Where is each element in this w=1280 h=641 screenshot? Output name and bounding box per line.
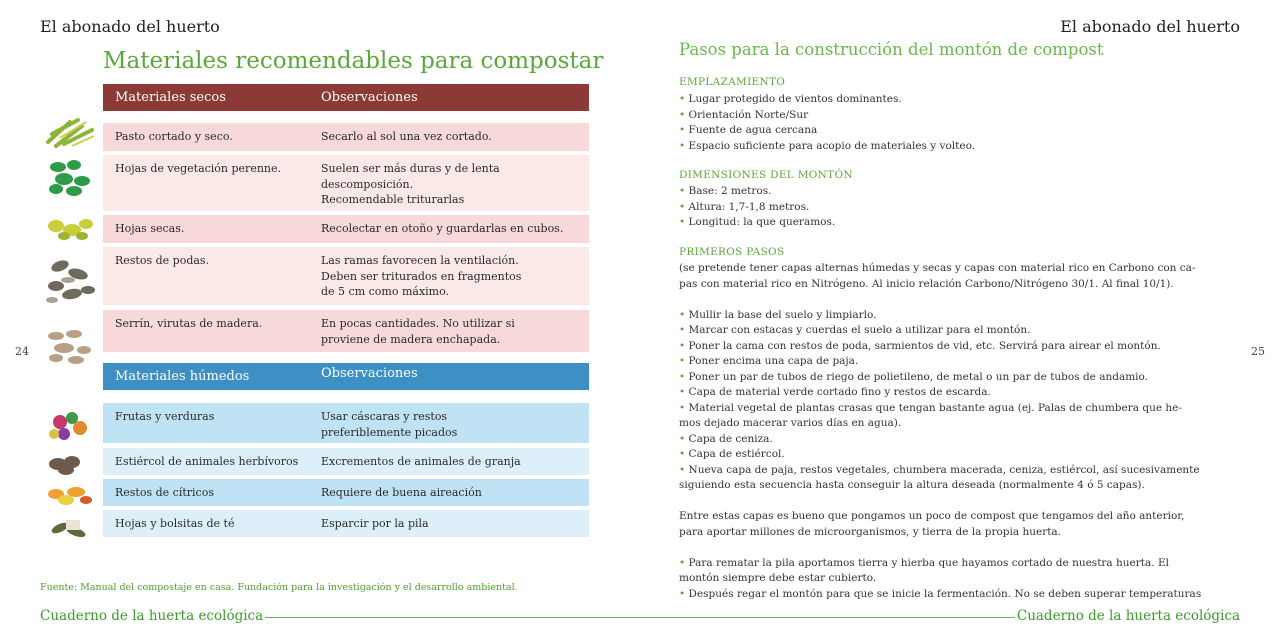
evergreen-leaves-image — [42, 155, 98, 199]
material-cell: Estiércol de animales herbívoros — [115, 455, 299, 468]
observation-cell: Requiere de buena aireación — [321, 486, 482, 499]
cut-grass-image — [42, 112, 98, 152]
page-number-right: 25 — [1251, 345, 1265, 358]
footer-right: Cuaderno de la huerta ecológica — [1016, 608, 1240, 624]
primeros-pasos-body — [679, 261, 1219, 602]
list-item: • Fuente de agua cercana — [679, 124, 818, 136]
material-cell: Hojas y bolsitas de té — [115, 517, 235, 530]
running-header-right: El abonado del huerto — [1060, 17, 1240, 36]
dry-materials-header — [103, 84, 589, 111]
list-item: • Mullir la base del suelo y limpiarlo. — [679, 308, 877, 321]
list-item-continuation: montón siempre debe estar cubierto. — [679, 572, 877, 584]
material-cell: Serrín, virutas de madera. — [115, 317, 263, 330]
tea-leaves-image — [42, 512, 98, 548]
right-page-title: Pasos para la construcción del montón de compost — [679, 40, 1104, 59]
table-row — [103, 123, 589, 151]
observation-cell: Recolectar en otoño y guardarlas en cubos. — [321, 222, 564, 235]
list-item: • Longitud: la que queramos. — [679, 216, 836, 228]
table-row — [103, 247, 589, 305]
list-item: • Orientación Norte/Sur — [679, 108, 809, 121]
section-heading-primeros-pasos: PRIMEROS PASOS — [679, 246, 785, 258]
observation-cell: Las ramas favorecen la ventilación. Deben ser triturados en fragmentos de 5 cm como máximo. — [321, 254, 522, 298]
dry-header-material: Materiales secos — [115, 90, 226, 105]
material-cell: Hojas de vegetación perenne. — [115, 162, 282, 175]
material-cell: Pasto cortado y seco. — [115, 130, 233, 143]
wet-header-material: Materiales húmedos — [115, 369, 250, 384]
section-heading-dimensiones: DIMENSIONES DEL MONTÓN — [679, 169, 853, 181]
material-cell: Frutas y verduras — [115, 410, 215, 423]
pruning-remains-image — [42, 252, 98, 308]
paragraph-line: para aportar millones de microorganismos, y tierra de la propia huerta. — [679, 525, 1062, 538]
running-header-left: El abonado del huerto — [40, 17, 220, 36]
list-item: • Para rematar la pila aportamos tierra y hierba que hayamos cortado de nuestra huerta. El — [679, 556, 1169, 569]
table-row — [103, 448, 589, 475]
wet-materials-header — [103, 363, 589, 390]
table-row — [103, 215, 589, 243]
list-item: • Poner encima una capa de paja. — [679, 355, 859, 367]
list-item: • Poner la cama con restos de poda, sarmientos de vid, etc. Servirá para airear el montón. — [679, 339, 1161, 352]
wet-header-observations: Observaciones — [321, 366, 418, 381]
observation-cell: Excrementos de animales de granja — [321, 455, 521, 468]
page-number-left: 24 — [15, 345, 29, 358]
material-cell: Hojas secas. — [115, 222, 185, 235]
wood-shavings-image — [42, 322, 98, 366]
observation-cell: Secarlo al sol una vez cortado. — [321, 130, 492, 143]
paragraph-line: Entre estas capas es bueno que pongamos un poco de compost que tengamos del año anterior, — [679, 510, 1185, 522]
intro-line: pas con material rico en Nitrógeno. Al inicio relación Carbono/Nitrógeno 30/1. Al final 10/1). — [679, 277, 1174, 290]
observation-cell: Esparcir por la pila — [321, 517, 429, 530]
table-row — [103, 510, 589, 537]
list-item: • Capa de ceniza. — [679, 432, 773, 445]
list-item: • Marcar con estacas y cuerdas el suelo a utilizar para el montón. — [679, 324, 1031, 336]
list-item: • Después regar el montón para que se inicie la fermentación. No se deben superar temperaturas — [679, 587, 1202, 600]
list-item: • Espacio suficiente para acopio de materiales y volteo. — [679, 139, 976, 152]
table-row — [103, 479, 589, 506]
dry-header-observations: Observaciones — [321, 90, 418, 105]
manure-image — [42, 450, 98, 478]
table-row — [103, 155, 589, 211]
footer-rule — [265, 617, 1015, 618]
list-item: • Nueva capa de paja, restos vegetales, chumbera macerada, ceniza, estiércol, así sucesivamente — [679, 463, 1200, 476]
list-item: • Material vegetal de plantas crasas que tengan bastante agua (ej. Palas de chumbera que he- — [679, 401, 1182, 414]
list-item: • Lugar protegido de vientos dominantes. — [679, 93, 902, 105]
dimensiones-list — [679, 184, 1219, 231]
list-item: • Capa de material verde cortado fino y restos de escarda. — [679, 386, 991, 398]
list-item-continuation: siguiendo esta secuencia hasta conseguir la altura deseada (normalmente 4 ó 5 capas). — [679, 479, 1145, 491]
dry-leaves-image — [42, 212, 98, 244]
material-cell: Restos de podas. — [115, 254, 210, 267]
fruit-vegetables-image — [42, 404, 98, 444]
observation-cell: Usar cáscaras y restos preferiblemente picados — [321, 410, 458, 439]
observation-cell: En pocas cantidades. No utilizar si proviene de madera enchapada. — [321, 317, 515, 346]
source-citation: Fuente: Manual del compostaje en casa. Fundación para la investigación y el desarrollo ambiental. — [40, 582, 518, 593]
list-item-continuation: mos dejado macerar varios días en agua). — [679, 417, 902, 429]
emplazamiento-list — [679, 92, 1219, 154]
list-item: • Capa de estiércol. — [679, 448, 785, 460]
intro-line: (se pretende tener capas alternas húmedas y secas y capas con material rico en Carbono con ca- — [679, 262, 1196, 274]
table-row — [103, 310, 589, 352]
citrus-peel-image — [42, 480, 98, 510]
section-heading-emplazamiento: EMPLAZAMIENTO — [679, 76, 786, 88]
table-row — [103, 403, 589, 443]
material-cell: Restos de cítricos — [115, 486, 214, 499]
list-item: • Altura: 1,7-1,8 metros. — [679, 200, 810, 213]
observation-cell: Suelen ser más duras y de lenta descomposición. Recomendable triturarlas — [321, 162, 500, 206]
footer-left: Cuaderno de la huerta ecológica — [40, 608, 264, 624]
left-page-title: Materiales recomendables para compostar — [103, 48, 604, 74]
list-item: • Base: 2 metros. — [679, 185, 772, 197]
list-item: • Poner un par de tubos de riego de polietileno, de metal o un par de tubos de andamio. — [679, 370, 1149, 383]
